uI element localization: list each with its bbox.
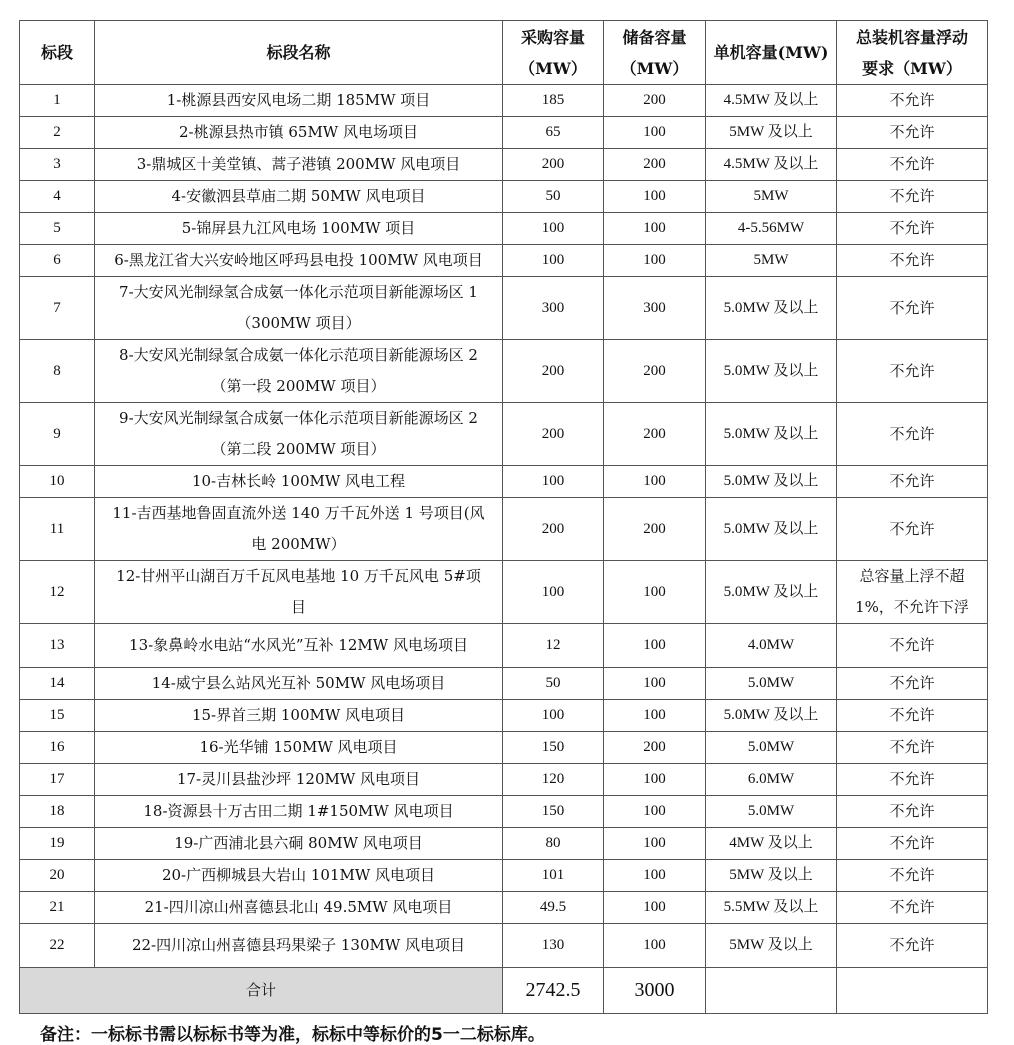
- row-name-line: 22-四川凉山州喜德县玛果梁子 130MW 风电项目: [131, 936, 466, 954]
- table-row: [20, 213, 988, 245]
- header-purchase-capacity: 采购容量 （MW）: [503, 21, 604, 85]
- row-name-line: 2-桃源县热市镇 65MW 风电场项目: [178, 123, 418, 141]
- row-name: [95, 796, 503, 828]
- row-unit-capacity: 4MW 及以上: [706, 828, 837, 860]
- row-name: [95, 561, 503, 624]
- row-float-line: 不允许: [889, 424, 935, 443]
- table-row: [20, 498, 988, 561]
- row-unit-capacity: 5.0MW 及以上: [706, 466, 837, 498]
- row-reserve-capacity: 100: [604, 117, 706, 149]
- row-float-line: 不允许: [889, 936, 935, 954]
- row-float-requirement: [837, 624, 988, 668]
- row-float-line: 不允许: [889, 802, 935, 820]
- row-reserve-capacity: 200: [604, 85, 706, 117]
- row-float-requirement: [837, 181, 988, 213]
- row-reserve-capacity: 100: [604, 466, 706, 498]
- row-purchase-capacity: 49.5: [503, 892, 604, 924]
- row-name: [95, 85, 503, 117]
- row-float-requirement: [837, 796, 988, 828]
- row-float-line: 不允许: [889, 636, 935, 654]
- row-float-line: 不允许: [889, 738, 935, 756]
- row-unit-capacity: 5.5MW 及以上: [706, 892, 837, 924]
- row-float-requirement: [837, 277, 988, 340]
- row-float-requirement: [837, 498, 988, 561]
- row-float-requirement: [837, 668, 988, 700]
- row-float-line: 不允许: [889, 155, 935, 173]
- row-float-line: 不允许: [889, 187, 935, 205]
- row-index: 14: [20, 668, 95, 700]
- row-float-requirement: [837, 466, 988, 498]
- row-name: [95, 149, 503, 181]
- row-unit-capacity: 5.0MW: [706, 796, 837, 828]
- row-reserve-capacity: 100: [604, 181, 706, 213]
- row-unit-capacity: 4.0MW: [706, 624, 837, 668]
- row-name: [95, 924, 503, 968]
- row-index: 18: [20, 796, 95, 828]
- row-name: [95, 668, 503, 700]
- row-name: [95, 700, 503, 732]
- row-float-line: 不允许: [889, 361, 935, 380]
- row-purchase-capacity: 100: [503, 245, 604, 277]
- table-row: [20, 796, 988, 828]
- row-reserve-capacity: 200: [604, 732, 706, 764]
- row-name-line: 14-威宁县么站风光互补 50MW 风电场项目: [151, 674, 446, 692]
- row-name-line: 20-广西柳城县大岩山 101MW 风电项目: [161, 866, 436, 884]
- row-float-requirement: [837, 561, 988, 624]
- row-name-line: 21-四川凉山州喜德县北山 49.5MW 风电项目: [144, 898, 453, 916]
- row-purchase-capacity: 101: [503, 860, 604, 892]
- row-name: [95, 117, 503, 149]
- row-reserve-capacity: 100: [604, 892, 706, 924]
- row-float-line: 1%，不允许下浮: [855, 598, 969, 616]
- total-purchase-capacity: 2742.5: [503, 968, 604, 1014]
- row-index: 22: [20, 924, 95, 968]
- row-unit-capacity: 5.0MW 及以上: [706, 277, 837, 340]
- header-unit-capacity: 单机容量(MW): [706, 21, 837, 85]
- row-index: 15: [20, 700, 95, 732]
- row-purchase-capacity: 50: [503, 181, 604, 213]
- row-reserve-capacity: 100: [604, 700, 706, 732]
- row-float-requirement: [837, 340, 988, 403]
- row-float-requirement: [837, 828, 988, 860]
- table-row: [20, 860, 988, 892]
- row-reserve-capacity: 200: [604, 498, 706, 561]
- row-float-requirement: [837, 764, 988, 796]
- header-index: 标段: [20, 21, 95, 85]
- table-row: [20, 245, 988, 277]
- row-purchase-capacity: 100: [503, 466, 604, 498]
- table-row: [20, 828, 988, 860]
- table-row: [20, 85, 988, 117]
- row-float-requirement: [837, 860, 988, 892]
- row-index: 20: [20, 860, 95, 892]
- row-index: 1: [20, 85, 95, 117]
- table-row: [20, 764, 988, 796]
- row-name-line: （第一段 200MW 项目）: [211, 377, 386, 395]
- table-row: [20, 700, 988, 732]
- row-index: 3: [20, 149, 95, 181]
- row-purchase-capacity: 200: [503, 340, 604, 403]
- row-purchase-capacity: 12: [503, 624, 604, 668]
- row-unit-capacity: 5.0MW 及以上: [706, 403, 837, 466]
- row-name-line: 1-桃源县西安风电场二期 185MW 项目: [166, 91, 431, 109]
- table-row: [20, 924, 988, 968]
- row-float-line: 不允许: [889, 866, 935, 884]
- footnote: 备注：一标标书需以标标书等为准，标标中等标价的5一二标标库。: [40, 1025, 545, 1045]
- row-name: [95, 828, 503, 860]
- total-empty-cell: [837, 968, 988, 1014]
- row-name-line: 13-象鼻岭水电站“水风光”互补 12MW 风电场项目: [129, 636, 468, 654]
- row-name: [95, 764, 503, 796]
- row-unit-capacity: 5.0MW: [706, 668, 837, 700]
- row-name: [95, 732, 503, 764]
- row-float-line: 总容量上浮不超: [859, 567, 965, 585]
- row-index: 9: [20, 403, 95, 466]
- row-index: 17: [20, 764, 95, 796]
- row-reserve-capacity: 200: [604, 340, 706, 403]
- row-float-line: 不允许: [889, 472, 935, 490]
- row-index: 2: [20, 117, 95, 149]
- row-name: [95, 340, 503, 403]
- table-row: [20, 403, 988, 466]
- row-unit-capacity: 5MW 及以上: [706, 924, 837, 968]
- row-index: 11: [20, 498, 95, 561]
- row-float-requirement: [837, 924, 988, 968]
- row-index: 13: [20, 624, 95, 668]
- table-row: [20, 340, 988, 403]
- table-row: [20, 732, 988, 764]
- row-reserve-capacity: 200: [604, 403, 706, 466]
- row-name-line: 3-鼎城区十美堂镇、蒿子港镇 200MW 风电项目: [136, 155, 461, 173]
- row-purchase-capacity: 200: [503, 149, 604, 181]
- row-unit-capacity: 5.0MW: [706, 732, 837, 764]
- row-float-line: 不允许: [889, 674, 935, 692]
- row-float-line: 不允许: [889, 219, 935, 237]
- row-name: [95, 860, 503, 892]
- row-name: [95, 466, 503, 498]
- table-row: [20, 561, 988, 624]
- row-name-line: 6-黑龙江省大兴安岭地区呼玛县电投 100MW 风电项目: [114, 251, 483, 269]
- row-name-line: 7-大安风光制绿氢合成氨一体化示范项目新能源场区 1: [119, 283, 478, 301]
- row-reserve-capacity: 100: [604, 924, 706, 968]
- row-purchase-capacity: 65: [503, 117, 604, 149]
- row-reserve-capacity: 100: [604, 860, 706, 892]
- row-purchase-capacity: 130: [503, 924, 604, 968]
- total-row: [20, 968, 988, 1014]
- row-unit-capacity: 5.0MW 及以上: [706, 561, 837, 624]
- row-name-line: 10-吉林长岭 100MW 风电工程: [191, 472, 406, 490]
- row-reserve-capacity: 200: [604, 149, 706, 181]
- row-name-line: 18-资源县十万古田二期 1#150MW 风电项目: [143, 802, 454, 820]
- table-body: [20, 85, 988, 1014]
- row-float-requirement: [837, 245, 988, 277]
- row-index: 8: [20, 340, 95, 403]
- row-float-requirement: [837, 85, 988, 117]
- row-float-line: 不允许: [889, 519, 935, 538]
- header-float-requirement: 总装机容量浮动 要求（MW）: [837, 21, 988, 85]
- row-unit-capacity: 6.0MW: [706, 764, 837, 796]
- row-float-requirement: [837, 732, 988, 764]
- row-float-requirement: [837, 117, 988, 149]
- row-float-requirement: [837, 700, 988, 732]
- row-purchase-capacity: 80: [503, 828, 604, 860]
- row-name-line: 9-大安风光制绿氢合成氨一体化示范项目新能源场区 2: [119, 409, 478, 427]
- row-float-line: 不允许: [889, 834, 935, 852]
- row-purchase-capacity: 200: [503, 498, 604, 561]
- header-row: [20, 21, 988, 85]
- row-float-line: 不允许: [889, 251, 935, 269]
- row-name-line: 4-安徽泗县草庙二期 50MW 风电项目: [171, 187, 426, 205]
- row-purchase-capacity: 300: [503, 277, 604, 340]
- row-index: 12: [20, 561, 95, 624]
- row-index: 4: [20, 181, 95, 213]
- table-row: [20, 181, 988, 213]
- row-unit-capacity: 5.0MW 及以上: [706, 498, 837, 561]
- row-purchase-capacity: 200: [503, 403, 604, 466]
- row-reserve-capacity: 100: [604, 624, 706, 668]
- table-row: [20, 149, 988, 181]
- row-name: [95, 624, 503, 668]
- row-name: [95, 181, 503, 213]
- row-index: 10: [20, 466, 95, 498]
- row-purchase-capacity: 100: [503, 213, 604, 245]
- row-reserve-capacity: 300: [604, 277, 706, 340]
- row-reserve-capacity: 100: [604, 561, 706, 624]
- table-row: [20, 466, 988, 498]
- row-reserve-capacity: 100: [604, 828, 706, 860]
- table-row: [20, 892, 988, 924]
- row-index: 21: [20, 892, 95, 924]
- row-name: [95, 498, 503, 561]
- row-purchase-capacity: 150: [503, 796, 604, 828]
- row-float-line: 不允许: [889, 706, 935, 724]
- table-row: [20, 277, 988, 340]
- row-float-line: 不允许: [889, 898, 935, 916]
- row-index: 16: [20, 732, 95, 764]
- header-name: 标段名称: [95, 21, 503, 85]
- table-row: [20, 624, 988, 668]
- row-index: 5: [20, 213, 95, 245]
- row-unit-capacity: 5.0MW 及以上: [706, 700, 837, 732]
- row-purchase-capacity: 120: [503, 764, 604, 796]
- bid-section-table: [19, 20, 988, 1014]
- row-name-line: 电 200MW）: [251, 535, 346, 553]
- row-purchase-capacity: 100: [503, 561, 604, 624]
- row-unit-capacity: 5.0MW 及以上: [706, 340, 837, 403]
- row-reserve-capacity: 100: [604, 245, 706, 277]
- header-reserve-capacity: 储备容量 （MW）: [604, 21, 706, 85]
- row-reserve-capacity: 100: [604, 668, 706, 700]
- row-index: 6: [20, 245, 95, 277]
- row-name-line: 12-甘州平山湖百万千瓦风电基地 10 万千瓦风电 5#项: [116, 567, 481, 585]
- row-index: 7: [20, 277, 95, 340]
- row-purchase-capacity: 150: [503, 732, 604, 764]
- row-name-line: （300MW 项目）: [236, 314, 361, 332]
- row-name-line: 19-广西浦北县六硐 80MW 风电项目: [174, 834, 423, 852]
- row-unit-capacity: 5MW: [706, 181, 837, 213]
- row-purchase-capacity: 50: [503, 668, 604, 700]
- row-unit-capacity: 5MW: [706, 245, 837, 277]
- row-name-line: 17-灵川县盐沙坪 120MW 风电项目: [176, 770, 421, 788]
- row-unit-capacity: 4-5.56MW: [706, 213, 837, 245]
- row-unit-capacity: 5MW 及以上: [706, 860, 837, 892]
- row-reserve-capacity: 100: [604, 764, 706, 796]
- row-float-line: 不允许: [889, 298, 935, 317]
- row-name-line: （第二段 200MW 项目）: [211, 440, 386, 458]
- row-float-line: 不允许: [889, 91, 935, 109]
- table-row: [20, 668, 988, 700]
- row-name-line: 16-光华铺 150MW 风电项目: [199, 738, 398, 756]
- row-unit-capacity: 4.5MW 及以上: [706, 149, 837, 181]
- row-name: [95, 403, 503, 466]
- total-empty-cell: [706, 968, 837, 1014]
- row-index: 19: [20, 828, 95, 860]
- row-name-line: 目: [290, 598, 306, 616]
- row-float-requirement: [837, 892, 988, 924]
- row-purchase-capacity: 100: [503, 700, 604, 732]
- row-unit-capacity: 4.5MW 及以上: [706, 85, 837, 117]
- row-name-line: 8-大安风光制绿氢合成氨一体化示范项目新能源场区 2: [119, 346, 478, 364]
- row-purchase-capacity: 185: [503, 85, 604, 117]
- row-unit-capacity: 5MW 及以上: [706, 117, 837, 149]
- row-name: [95, 213, 503, 245]
- row-name-line: 5-锦屏县九江风电场 100MW 项目: [181, 219, 416, 237]
- row-float-requirement: [837, 213, 988, 245]
- row-reserve-capacity: 100: [604, 213, 706, 245]
- row-float-line: 不允许: [889, 770, 935, 788]
- table-row: [20, 117, 988, 149]
- row-name: [95, 245, 503, 277]
- total-label: 合计: [20, 968, 503, 1014]
- row-reserve-capacity: 100: [604, 796, 706, 828]
- row-float-line: 不允许: [889, 123, 935, 141]
- row-name-line: 15-界首三期 100MW 风电项目: [191, 706, 406, 724]
- row-name-line: 11-吉西基地鲁固直流外送 140 万千瓦外送 1 号项目(风: [112, 504, 485, 522]
- row-float-requirement: [837, 403, 988, 466]
- row-name: [95, 277, 503, 340]
- row-name: [95, 892, 503, 924]
- total-reserve-capacity: 3000: [604, 968, 706, 1014]
- row-float-requirement: [837, 149, 988, 181]
